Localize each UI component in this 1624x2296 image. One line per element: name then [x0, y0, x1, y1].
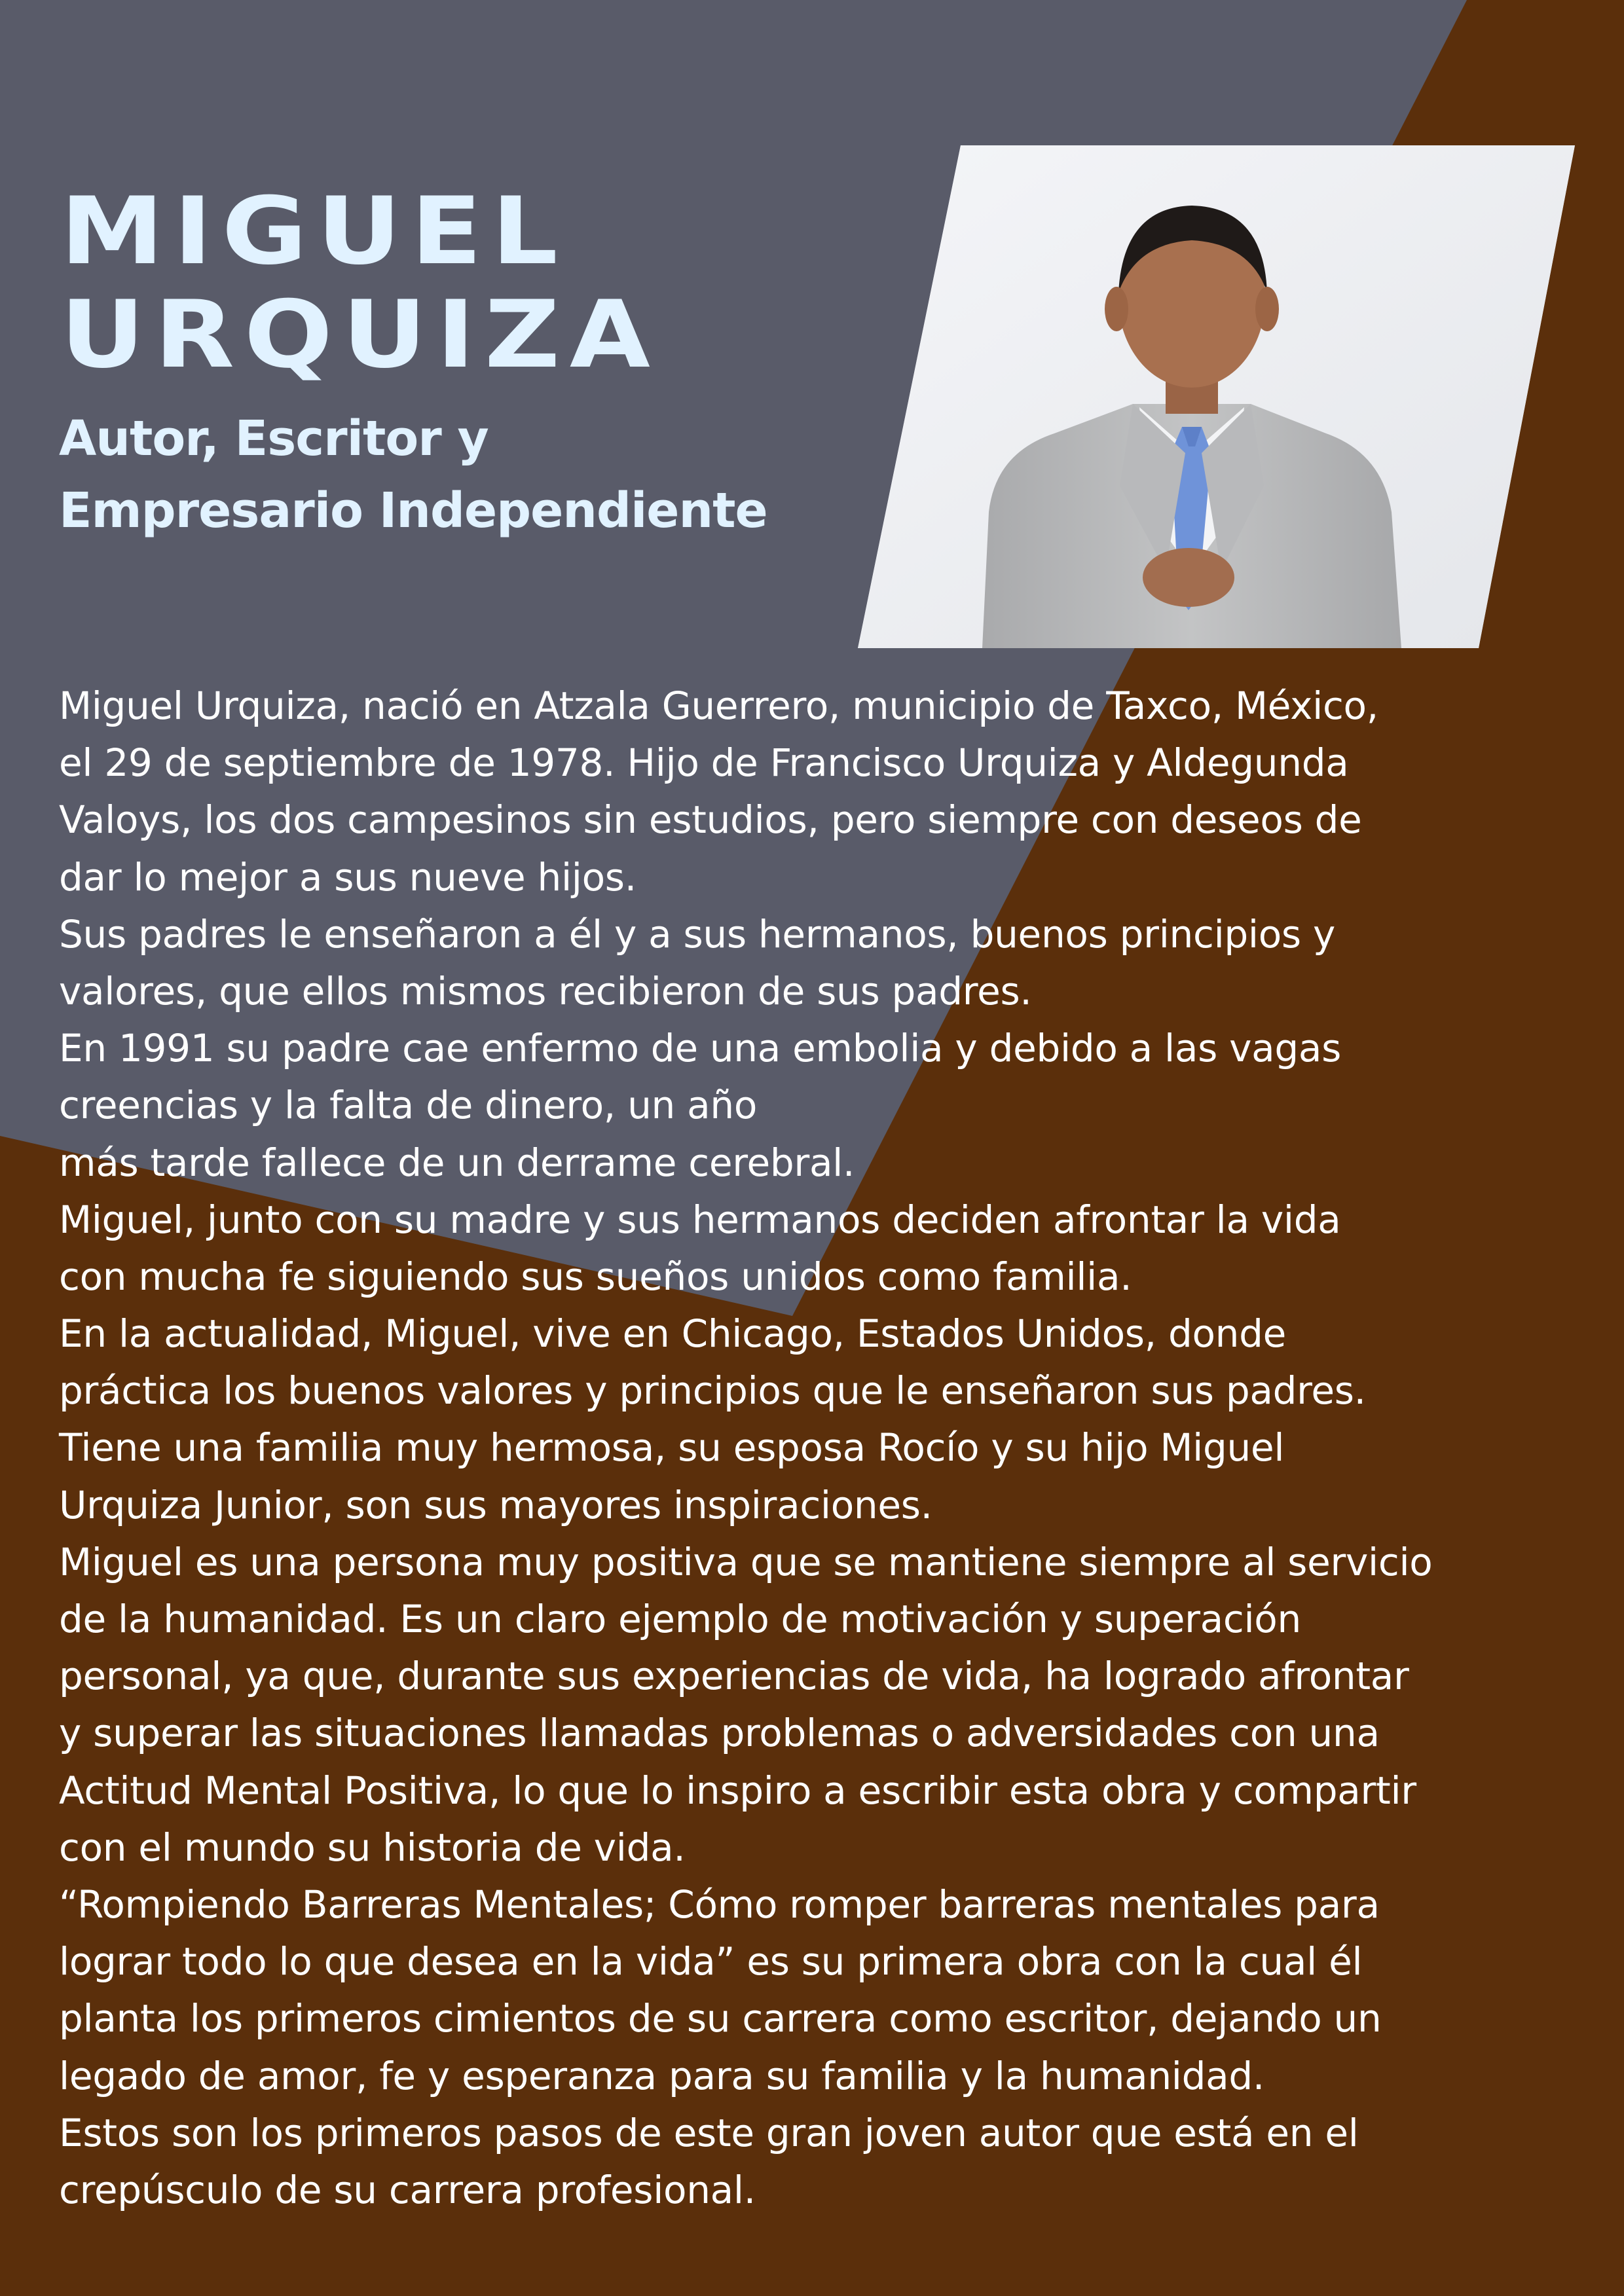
- bio-line: personal, ya que, durante sus experiencias de vida, ha logrado afrontar: [59, 1654, 1409, 1699]
- author-first-name: MIGUEL: [60, 177, 568, 285]
- bio-line: Miguel es una persona muy positiva que se mantiene siempre al servicio: [59, 1539, 1433, 1584]
- biography-text: [59, 678, 1604, 2219]
- author-role-subtitle: [59, 403, 767, 547]
- bio-line: creencias y la falta de dinero, un año: [59, 1083, 758, 1128]
- bio-line: Sus padres le enseñaron a él y a sus hermanos, buenos principios y: [59, 911, 1335, 957]
- bio-line: con el mundo su historia de vida.: [59, 1825, 686, 1870]
- bio-line: y superar las situaciones llamadas problemas o adversidades con una: [59, 1711, 1380, 1756]
- bio-line: práctica los buenos valores y principios que le enseñaron sus padres.: [59, 1368, 1366, 1413]
- bio-line: lograr todo lo que desea en la vida” es su primera obra con la cual él: [59, 1939, 1363, 1984]
- bio-line: dar lo mejor a sus nueve hijos.: [59, 854, 637, 900]
- author-portrait-illustration: [858, 145, 1575, 648]
- author-last-name: URQUIZA: [60, 281, 660, 389]
- subtitle-line-2: Empresario Independiente: [59, 483, 767, 539]
- bio-line: crepúsculo de su carrera profesional.: [59, 2167, 756, 2212]
- subtitle-line-1: Autor, Escritor y: [59, 410, 489, 467]
- bio-line: de la humanidad. Es un claro ejemplo de motivación y superación: [59, 1597, 1301, 1641]
- bio-line: En la actualidad, Miguel, vive en Chicago, Estados Unidos, donde: [59, 1311, 1287, 1357]
- bio-line: En 1991 su padre cae enfermo de una embolia y debido a las vagas: [59, 1026, 1342, 1071]
- bio-line: Valoys, los dos campesinos sin estudios, pero siempre con deseos de: [59, 797, 1362, 843]
- bio-line: Urquiza Junior, son sus mayores inspiraciones.: [59, 1482, 932, 1527]
- bio-line: el 29 de septiembre de 1978. Hijo de Francisco Urquiza y Aldegunda: [59, 740, 1349, 786]
- bio-line: legado de amor, fe y esperanza para su familia y la humanidad.: [59, 2053, 1265, 2098]
- bio-line: más tarde fallece de un derrame cerebral.: [59, 1140, 855, 1185]
- bio-line: planta los primeros cimientos de su carrera como escritor, dejando un: [59, 1996, 1382, 2041]
- bio-line: Miguel, junto con su madre y sus hermanos deciden afrontar la vida: [59, 1197, 1341, 1242]
- author-photo: [858, 145, 1575, 648]
- bio-line: Tiene una familia muy hermosa, su esposa Rocío y su hijo Miguel: [59, 1425, 1285, 1470]
- author-name: [60, 177, 660, 389]
- bio-line: “Rompiendo Barreras Mentales; Cómo romper barreras mentales para: [59, 1882, 1380, 1927]
- bio-line: Actitud Mental Positiva, lo que lo inspiro a escribir esta obra y compartir: [59, 1768, 1416, 1813]
- bio-line: Miguel Urquiza, nació en Atzala Guerrero, municipio de Taxco, México,: [59, 683, 1378, 728]
- bio-line: con mucha fe siguiendo sus sueños unidos como familia.: [59, 1254, 1132, 1299]
- bio-line: valores, que ellos mismos recibieron de sus padres.: [59, 968, 1032, 1013]
- bio-line: Estos son los primeros pasos de este gran joven autor que está en el: [59, 2110, 1359, 2155]
